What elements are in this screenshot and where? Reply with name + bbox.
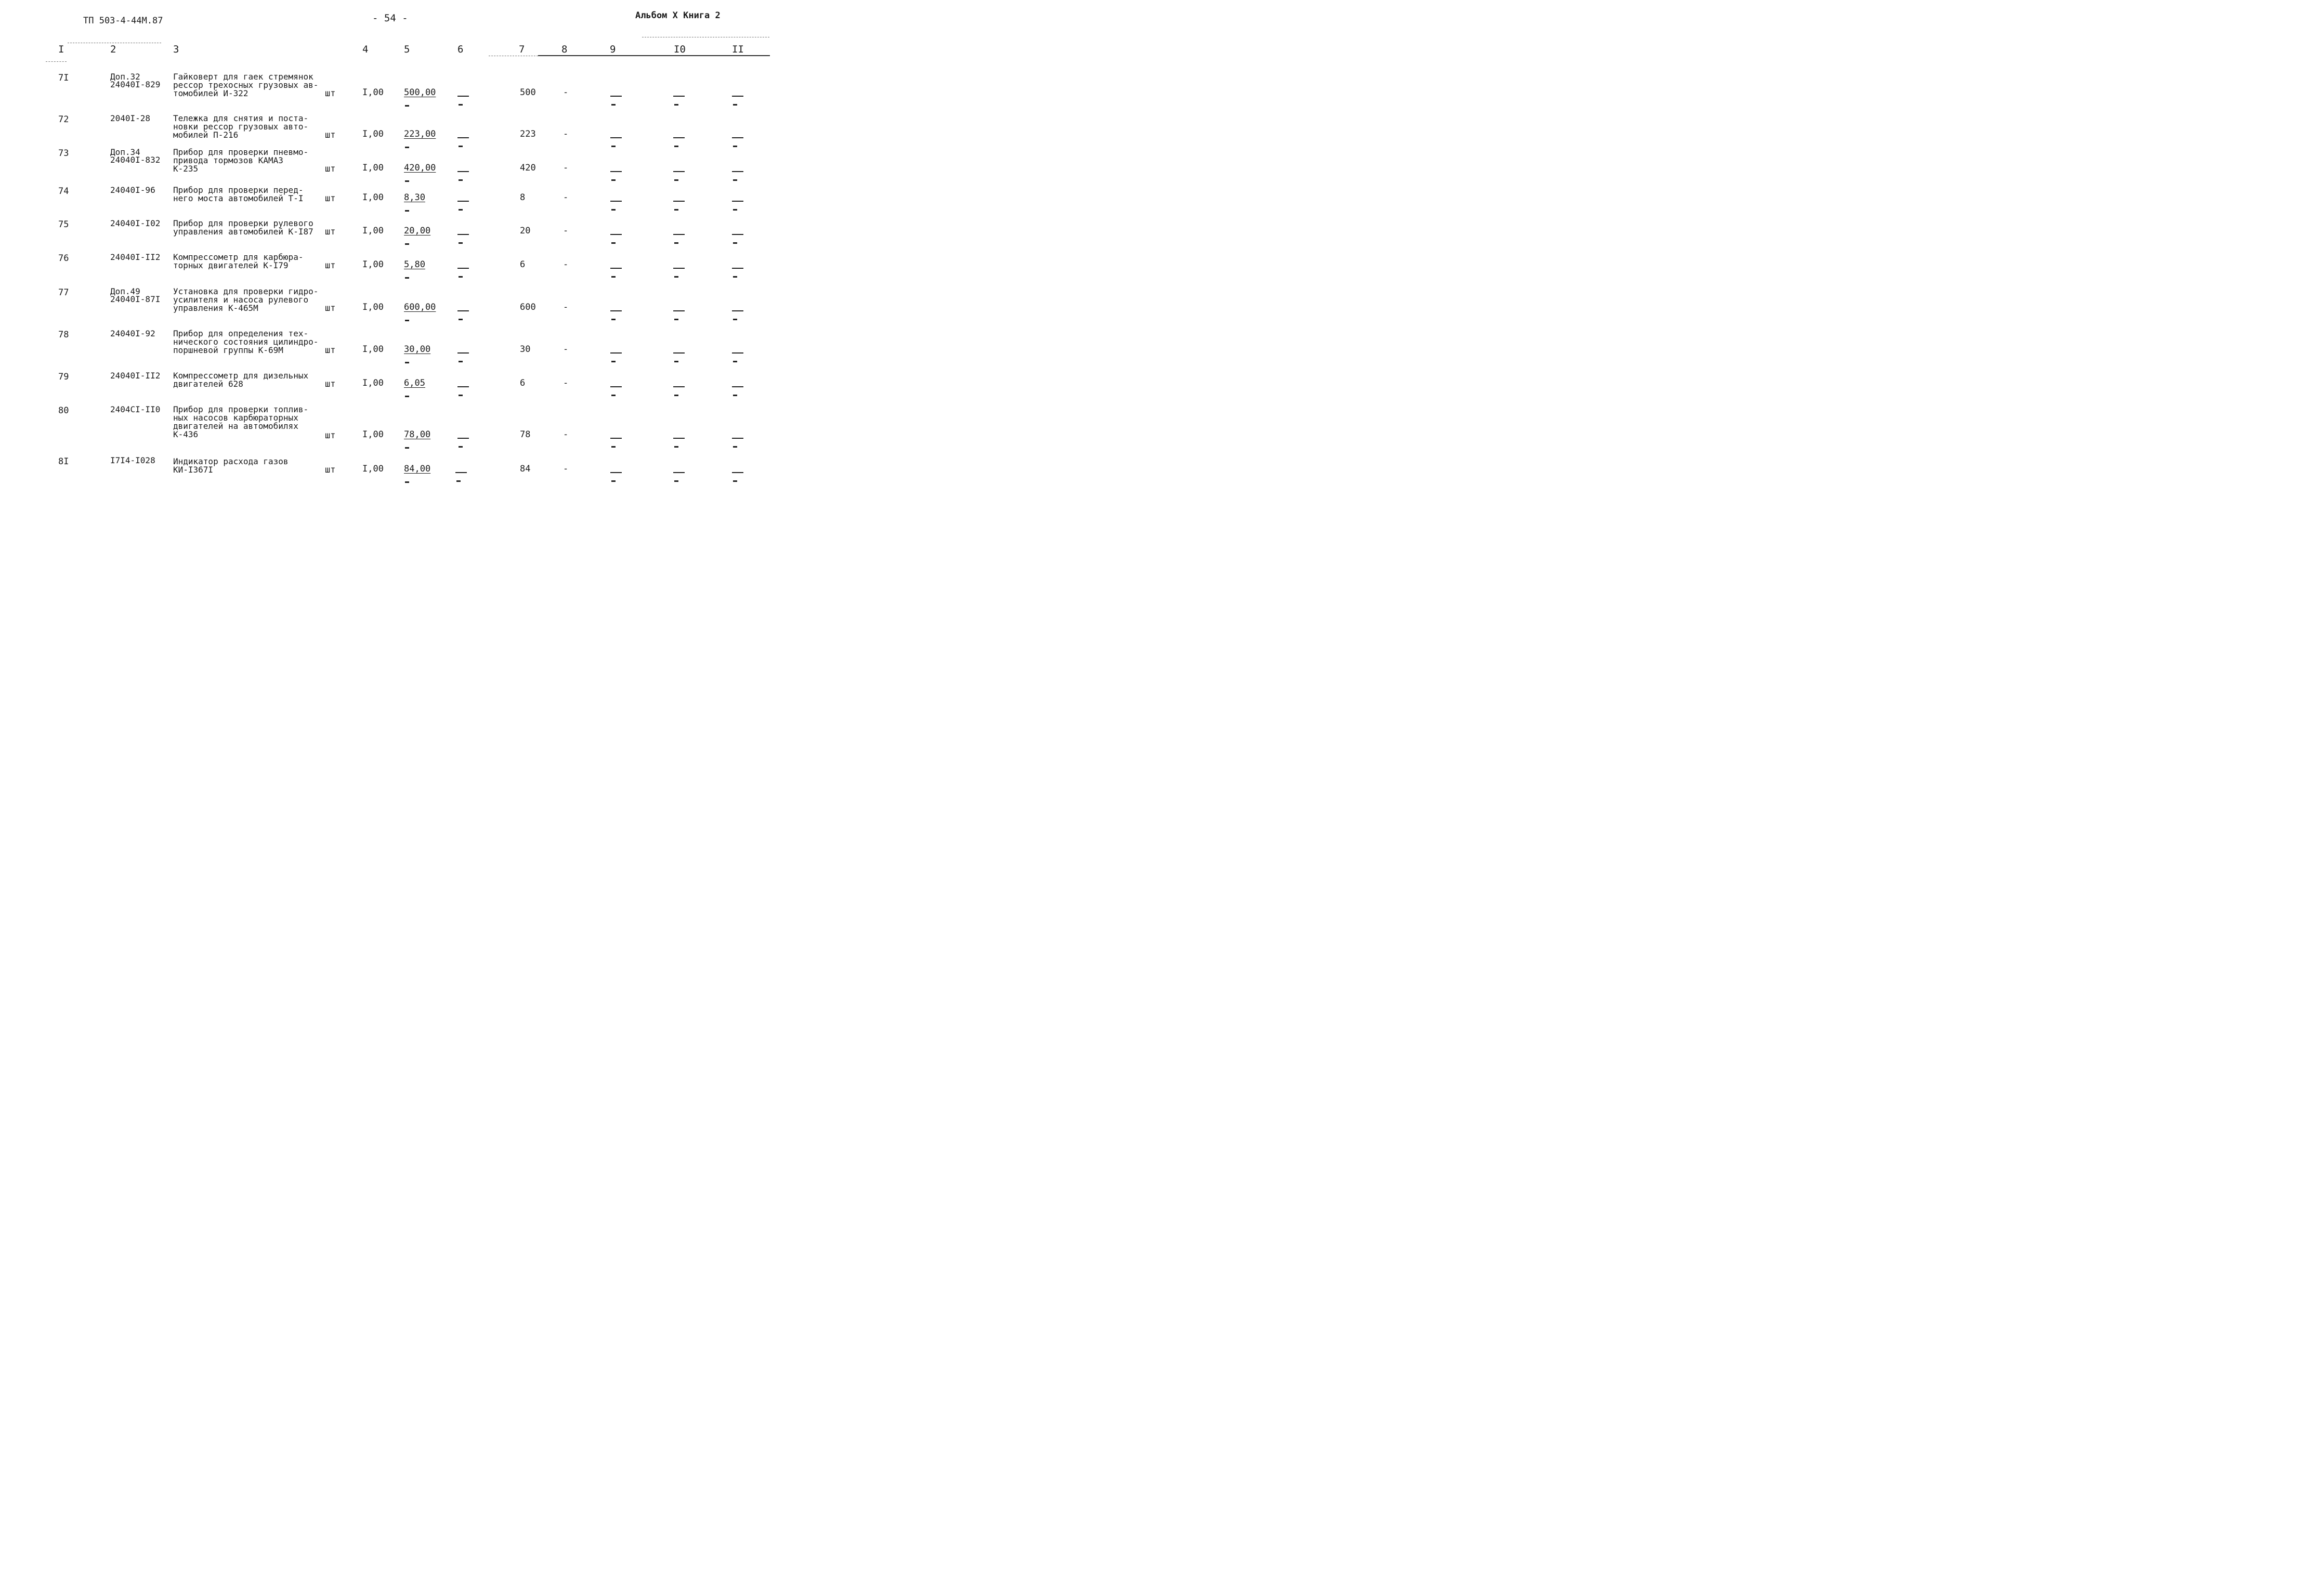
row-name-line: нического состояния цилиндро- <box>173 337 319 347</box>
column-header-1: I <box>58 44 64 55</box>
header-underline <box>538 55 770 56</box>
row-name-line: рессор трехосных грузовых ав- <box>173 80 319 90</box>
row-number: 74 <box>58 186 69 197</box>
row-code-line: Доп.32 <box>110 72 140 82</box>
row-name-line: Компрессометр для дизельных <box>173 371 309 381</box>
row-total: 500 <box>520 87 536 98</box>
price-dash-mark <box>405 147 409 148</box>
row-total: 78 <box>520 429 531 440</box>
row-number: 8I <box>58 456 69 467</box>
row-name-line: поршневой группы К-69М <box>173 345 283 355</box>
row-name-line: К-235 <box>173 164 199 174</box>
price-dash-mark <box>405 180 409 182</box>
row-col8: - <box>563 429 569 440</box>
row-name-line: торных двигателей К-I79 <box>173 260 289 270</box>
row-unit: шт <box>325 430 336 441</box>
row-name-line: управления автомобилей К-I87 <box>173 227 313 237</box>
column-header-10: I0 <box>674 44 686 55</box>
price-dash-mark <box>405 243 409 245</box>
row-code-line: 24040I-96 <box>110 185 155 195</box>
row-number: 76 <box>58 253 69 264</box>
row-quantity: I,00 <box>362 302 384 312</box>
row-total: 84 <box>520 464 531 474</box>
row-name-line: Прибор для определения тех- <box>173 329 309 338</box>
row-quantity: I,00 <box>362 163 384 173</box>
row-number: 80 <box>58 405 69 416</box>
column-header-8: 8 <box>561 44 568 55</box>
row-col8: - <box>563 464 569 474</box>
row-number: 79 <box>58 372 69 382</box>
row-price: 223,00 <box>404 129 436 139</box>
row-unit: шт <box>325 88 336 99</box>
row-unit: шт <box>325 227 336 237</box>
row-price: 8,30 <box>404 192 425 203</box>
row-quantity: I,00 <box>362 129 384 139</box>
row-name-line: Прибор для проверки топлив- <box>173 404 309 414</box>
row-code-line: 24040I-832 <box>110 155 161 165</box>
column-header-4: 4 <box>362 44 369 55</box>
row-code-line: 24040I-829 <box>110 80 161 89</box>
row-col8: - <box>563 259 569 270</box>
row-unit: шт <box>325 260 336 271</box>
row-unit: шт <box>325 379 336 389</box>
row-total: 20 <box>520 226 531 236</box>
row-number: 75 <box>58 219 69 230</box>
row-code-line: 24040I-87I <box>110 294 161 304</box>
row-name-line: ных насосов карбюраторных <box>173 413 298 423</box>
row-code-line: 24040I-II2 <box>110 371 161 381</box>
row-name-line: КИ-I367I <box>173 465 214 475</box>
price-dash-mark <box>405 105 409 107</box>
row-number: 73 <box>58 148 69 159</box>
document-page <box>0 0 804 557</box>
header-underline-left <box>46 61 67 62</box>
row-name-line: него моста автомобилей Т-I <box>173 193 304 203</box>
row-code-line: I7I4-I028 <box>110 455 155 465</box>
row-name-line: Компрессометр для карбюра- <box>173 252 304 262</box>
row-total: 420 <box>520 163 536 173</box>
row-quantity: I,00 <box>362 344 384 355</box>
row-unit: шт <box>325 345 336 356</box>
price-dash-mark <box>405 277 409 279</box>
row-quantity: I,00 <box>362 429 384 440</box>
row-name-line: Прибор для проверки рулевого <box>173 218 313 228</box>
row-name-line: привода тормозов КАМАЗ <box>173 155 283 165</box>
row-price: 500,00 <box>404 87 436 98</box>
row-price: 30,00 <box>404 344 431 355</box>
row-total: 6 <box>520 378 526 388</box>
row-name-line: Индикатор расхода газов <box>173 456 289 466</box>
row-number: 7I <box>58 73 69 83</box>
row-name-line: управления К-465М <box>173 303 258 313</box>
row-price: 600,00 <box>404 302 436 312</box>
row-quantity: I,00 <box>362 192 384 203</box>
row-col8: - <box>563 192 569 203</box>
row-name-line: двигателей на автомобилях <box>173 421 298 431</box>
document-code: ТП 503-4-44М.87 <box>83 16 163 26</box>
price-dash-mark <box>405 210 409 212</box>
row-price: 420,00 <box>404 163 436 173</box>
column-header-3: 3 <box>173 44 179 55</box>
row-total: 600 <box>520 302 536 312</box>
row-price: 78,00 <box>404 429 431 440</box>
column-header-7: 7 <box>519 44 525 55</box>
column-header-11: II <box>732 44 744 55</box>
column-header-9: 9 <box>610 44 616 55</box>
row-col8: - <box>563 87 569 98</box>
row-name-line: К-436 <box>173 429 199 439</box>
row-unit: шт <box>325 465 336 475</box>
row-name-line: новки рессор грузовых авто- <box>173 122 309 132</box>
row-name-line: Прибор для проверки пневмо- <box>173 147 309 157</box>
column-header-2: 2 <box>110 44 116 55</box>
row-quantity: I,00 <box>362 259 384 270</box>
row-name-line: усилителя и насоса рулевого <box>173 295 309 305</box>
album-label: Альбом X Книга 2 <box>635 10 721 21</box>
row-code-line: Доп.34 <box>110 147 140 157</box>
row-name-line: Тележка для снятия и поста- <box>173 113 309 123</box>
column-header-5: 5 <box>404 44 410 55</box>
row-unit: шт <box>325 193 336 204</box>
price-dash-mark <box>405 396 409 397</box>
column-header-6: 6 <box>457 44 464 55</box>
row-code-line: 2404CI-II0 <box>110 404 161 414</box>
row-price: 6,05 <box>404 378 425 388</box>
row-name-line: Гайковерт для гаек стремянок <box>173 72 313 82</box>
price-dash-mark <box>405 362 409 363</box>
row-name-line: мобилей П-216 <box>173 130 239 140</box>
row-code-line: 2040I-28 <box>110 113 151 123</box>
price-dash-mark <box>405 481 409 483</box>
row-unit: шт <box>325 164 336 174</box>
row-name-line: Прибор для проверки перед- <box>173 185 304 195</box>
row-name-line: томобилей И-322 <box>173 88 248 98</box>
row-price: 5,80 <box>404 259 425 270</box>
row-code-line: 24040I-II2 <box>110 252 161 262</box>
row-name-line: двигателей 628 <box>173 379 243 389</box>
row-code-line: 24040I-92 <box>110 329 155 338</box>
row-quantity: I,00 <box>362 87 384 98</box>
row-number: 72 <box>58 114 69 125</box>
row-col8: - <box>563 129 569 139</box>
row-total: 30 <box>520 344 531 355</box>
row-quantity: I,00 <box>362 464 384 474</box>
price-dash-mark <box>405 447 409 449</box>
row-number: 77 <box>58 287 69 298</box>
row-price: 20,00 <box>404 226 431 236</box>
row-quantity: I,00 <box>362 226 384 236</box>
row-unit: шт <box>325 303 336 313</box>
row-total: 6 <box>520 259 526 270</box>
row-name-line: Установка для проверки гидро- <box>173 286 319 296</box>
row-unit: шт <box>325 130 336 140</box>
row-quantity: I,00 <box>362 378 384 388</box>
row-total: 8 <box>520 192 526 203</box>
row-col8: - <box>563 163 569 173</box>
row-code-line: 24040I-I02 <box>110 218 161 228</box>
row-col8: - <box>563 378 569 388</box>
row-price: 84,00 <box>404 464 431 474</box>
price-dash-mark <box>405 320 409 321</box>
row-col8: - <box>563 226 569 236</box>
row-total: 223 <box>520 129 536 139</box>
row-number: 78 <box>58 330 69 340</box>
row-code-line: Доп.49 <box>110 286 140 296</box>
row-col8: - <box>563 344 569 355</box>
row-col8: - <box>563 302 569 312</box>
page-number: - 54 - <box>372 12 408 24</box>
